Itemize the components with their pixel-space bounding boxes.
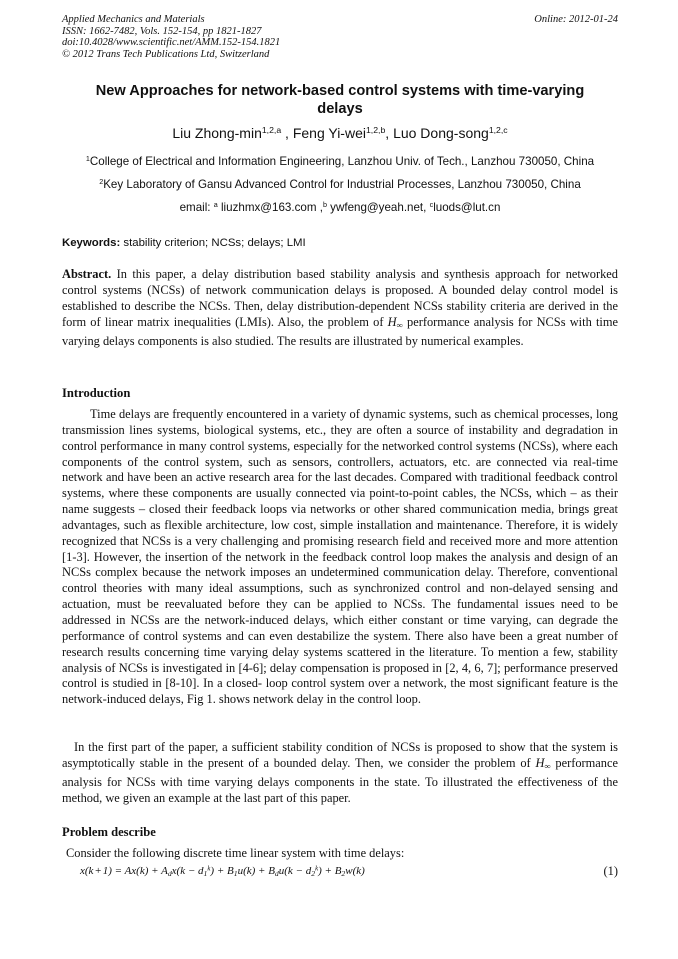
affiliation-1-sup: 1 [85,154,90,164]
online-date: Online: 2012-01-24 [534,14,618,25]
abstract-text-1: In this paper, a delay distribution based stability analysis and synthesis approach for networked control systems (NCSs) of network communication delays is proposed. A bounded delay control model is established to describe the NCSs. Then, delay distribution-dependent NCSs stability criteria are derived in the form of linear matrix inequalities (LMIs). Also, the problem of [62,267,618,329]
email-c[interactable]: luods@lut.cn [433,201,501,214]
keywords-label: Keywords: [62,237,121,249]
h-infinity-symbol: H [387,314,397,329]
author-2: Feng Yi-wei [292,125,366,141]
h-infinity-subscript: ∞ [396,319,403,330]
affiliation-2 [40,178,640,192]
paper-title [62,82,618,118]
author-separator: , [281,125,293,141]
keywords [62,236,618,250]
introduction-paragraph-1: Time delays are frequently encountered in a variety of dynamic systems, such as chemical processes, long transmission lines systems, biological systems, etc., they are often a source of instability and degradation in control performance in many control systems, especially for the networked control systems (NCSs), where each components of the control system, such as sensors, controllers, actuators, etc. are connected via real-time network and have been an active research area for the last decades. Compared with traditional feedback control systems, where these components are usually connected via point-to-point cables, the NCSs, which – as their name suggests – closed their feedback loops via networks or other shared communication media, brings great advantages, such as flexible architecture, low cost, simple installation and maintenance. Therefore, it is widely recognized that NCSs is a very challenging and promising research field and received more and more attention [1-3]. However, the insertion of the network in the feedback control loop makes the analysis and design of an NCSs complex because the network imposes an undetermined communication delay. Therefore, conventional control theories with many ideal assumptions, such as synchronized control and non-delayed sensing and actuation, must be reevaluated before they can be applied to NCSs. The fundamental issues need to be addressed in NCSs are the network-induced delays, which either constant or time varying, can degrade the performance of control systems and can even destabilize the system. There also have been a great number of research results concerning time varying delay systems scattered in the literature. To mention a few, stability analysis of NCSs is investigated in [4-6]; delay compensation is proposed in [2, 4, 6, 7]; performance preserved control is studied in [8-10]. In a closed- loop control system over a network, the most significant feature is the network-induced delays, Fig 1. shows network delay in the control loop. [62,407,618,707]
email-line [40,201,640,215]
equation-number: (1) [603,864,618,878]
journal-name: Applied Mechanics and Materials [62,14,205,25]
title-line-2: delays [317,101,363,117]
introduction-heading: Introduction [62,386,131,400]
author-3-sup: 1,2,c [488,125,508,136]
affiliation-1-text: College of Electrical and Information Engineering, Lanzhou Univ. of Tech., Lanzhou 730050, China [89,155,595,168]
abstract-label: Abstract. [62,267,112,281]
abstract [62,267,618,349]
affiliation-2-text: Key Laboratory of Gansu Advanced Control for Industrial Processes, Lanzhou 730050, China [103,178,581,191]
email-b-sup: b [322,200,327,210]
problem-text: Consider the following discrete time linear system with time delays: [66,846,405,860]
h-infinity-subscript: ∞ [544,761,551,771]
author-2-sup: 1,2,b [365,125,386,136]
email-a[interactable]: liuzhmx@163.com , [217,201,323,214]
affiliation-1 [40,155,640,169]
author-list [62,124,618,142]
equation-1 [80,864,618,881]
keywords-text: stability criterion; NCSs; delays; LMI [120,237,306,249]
copyright-line: © 2012 Trans Tech Publications Ltd, Switzerland [62,48,270,60]
h-infinity-symbol: H [535,755,545,770]
journal-header [62,14,618,60]
abstract-text-2: performance analysis for NCSs with time varying delays components is also studied. The results are illustrated by numerical examples. [62,314,618,348]
problem-heading: Problem describe [62,825,156,839]
email-label: email: [179,201,214,214]
title-line-1: New Approaches for network-based control systems with time-varying [95,83,585,99]
issn-line: ISSN: 1662-7482, Vols. 152-154, pp 1821-1827 [62,25,262,37]
email-c-sup: c [429,200,434,210]
email-a-sup: a [213,200,218,210]
author-1-sup: 1,2,a [261,125,282,136]
email-b[interactable]: ywfeng@yeah.net, [326,201,430,214]
author-separator: , [385,125,394,141]
author-1: Liu Zhong-min [172,125,262,141]
affiliation-2-sup: 2 [99,177,104,187]
equation-1-body: x(k + $1) = Ax(k) + A_dx(k - d_1^k) + B_1u(k) + B_du(k - d_2^k) + B_2w(k)$ [80,865,365,878]
intro-p2-text-2: performance analysis for NCSs with time varying delays components in the state. To illustrated the effectiveness of the method, we given an example at the last part of this paper. [62,755,619,805]
doi-line: doi:10.4028/www.scientific.net/AMM.152-154.1821 [62,37,281,49]
intro-p2-text-1: In the first part of the paper, a sufficient stability condition of NCSs is proposed to show that the system is asymptotically stable in the present of a bounded delay. Then, we consider the problem of [62,740,618,770]
author-3: Luo Dong-song [393,125,489,141]
introduction-paragraph-2 [62,740,618,807]
